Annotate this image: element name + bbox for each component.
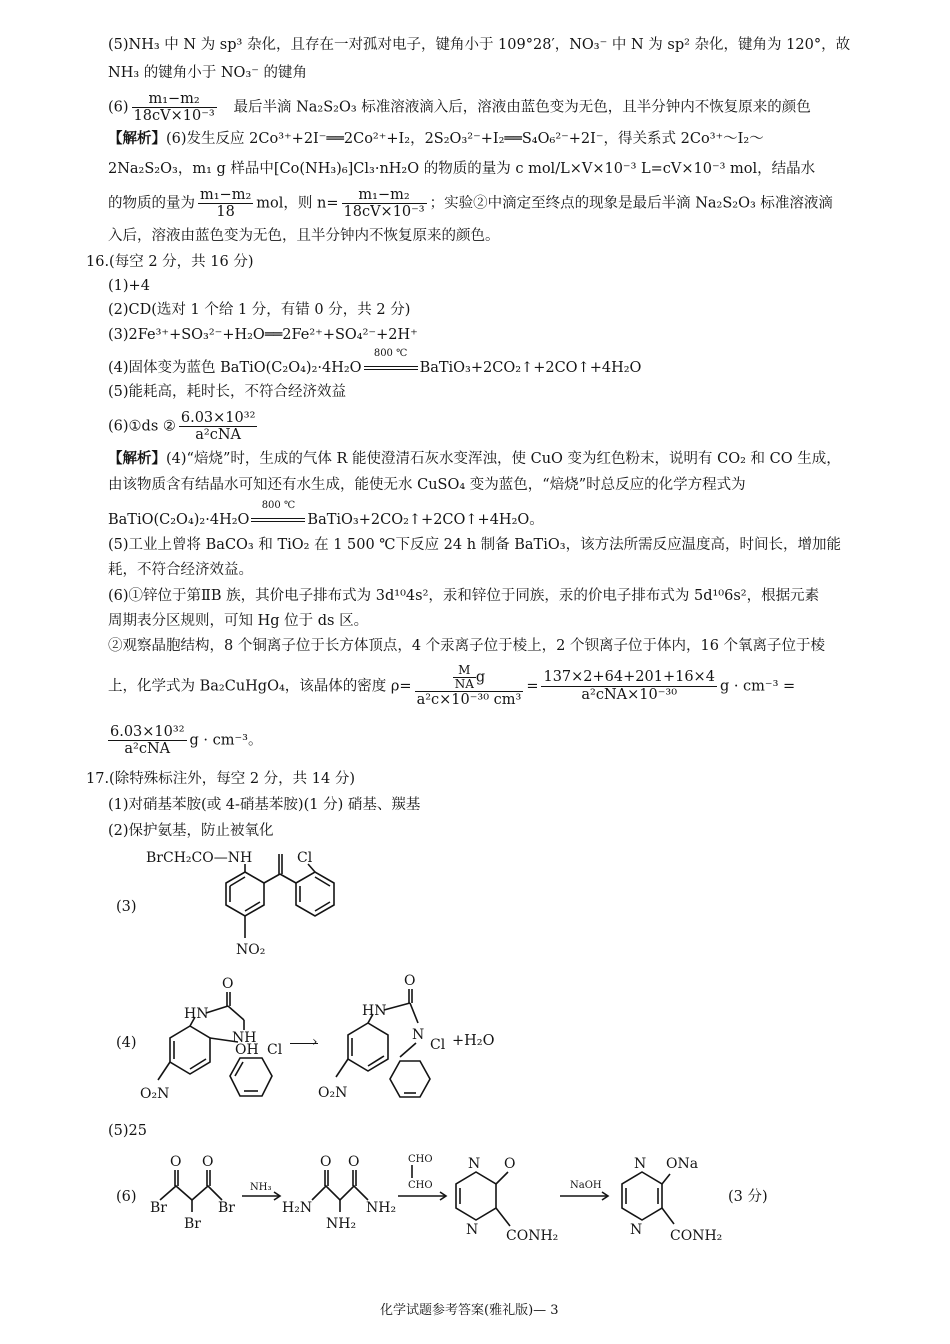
q17-answer-6-label: (6) xyxy=(116,1189,137,1205)
bond xyxy=(410,1003,418,1023)
analysis-text: (4)“焙烧”时，生成的气体 R 能使澄清石灰水变浑浊，使 CuO 变为红色粉末，说明有 CO₂ 和 CO 生成， xyxy=(166,451,841,467)
q15-answer-6-fraction xyxy=(132,91,217,124)
q15-answer-6-label: (6) xyxy=(108,99,129,116)
analysis-text: mol，则 n= xyxy=(256,195,339,212)
benzene-ring-a xyxy=(226,872,264,916)
ring-bond xyxy=(245,902,260,911)
q16-answer-1: (1)+4 xyxy=(108,278,150,294)
analysis-label: 【解析】 xyxy=(108,130,166,147)
q17-answer-1: (1)对硝基苯胺(或 4-硝基苯胺)(1 分) 硝基、羰基 xyxy=(108,797,421,813)
q15-analysis-line-4: 入后，溶液由蓝色变为无色，且半分钟内不恢复原来的颜色。 xyxy=(108,228,500,244)
amide-nh-label: HN xyxy=(362,1003,387,1019)
oxygen-label: O xyxy=(348,1154,360,1170)
analysis-fraction-2 xyxy=(342,187,427,220)
benzene-ring xyxy=(170,1026,210,1074)
q17-answer-5: (5)25 xyxy=(108,1123,147,1139)
fraction-numerator: 6.03×10³² xyxy=(110,724,185,740)
condition-label: 800 ℃ xyxy=(373,348,408,359)
fraction-denominator: 18 xyxy=(216,204,235,220)
reagent-label: CHO xyxy=(408,1154,433,1165)
ring-bond xyxy=(230,877,245,886)
analysis-text: (6)发生反应 2Co³⁺+2I⁻══2Co²⁺+I₂，2S₂O₃²⁻+I₂══S₄O₆²⁻+2I⁻，得关系式 2Co³⁺～I₂～ xyxy=(166,131,764,147)
bond xyxy=(228,1006,244,1020)
q16-answer-6 xyxy=(108,410,260,443)
synthesis-route xyxy=(146,1148,826,1248)
q16-answer-5: (5)能耗高，耗时长，不符合经济效益 xyxy=(108,384,347,400)
q16-analysis-line-3 xyxy=(108,500,544,528)
fraction-denominator: 18cV×10⁻³ xyxy=(133,108,215,124)
analysis-label: 【解析】 xyxy=(108,450,166,467)
page-footer: 化学试题参考答案(雅礼版)— 3 xyxy=(380,1303,559,1318)
bond xyxy=(662,1208,674,1224)
benzene-ring xyxy=(348,1023,388,1071)
water-product: +H₂O xyxy=(452,1033,495,1049)
sodium-oxide-label: ONa xyxy=(666,1156,699,1172)
q16-analysis-line-8: ②观察晶胞结构，8 个铜离子位于长方体顶点，4 个汞离子位于棱上，2 个钡离子位于体内，16 个氧离子位于棱 xyxy=(108,638,826,654)
amide-nh-label: HN xyxy=(184,1006,209,1022)
q16-answer-3: (3)2Fe³⁺+SO₃²⁻+H₂O══2Fe²⁺+SO₄²⁻+2H⁺ xyxy=(108,327,418,343)
analysis-text: ；实验②中滴定至终点的现象是最后半滴 Na₂S₂O₃ 标准溶液滴 xyxy=(429,195,833,212)
structure-3 xyxy=(140,846,340,966)
pyrazine-ring xyxy=(456,1172,496,1220)
bromine-label: Br xyxy=(150,1200,167,1216)
ring-bond xyxy=(368,1056,384,1066)
answer-text: (6)①ds ② xyxy=(108,418,176,435)
nitrogen-label: N xyxy=(634,1156,647,1172)
amine-label: NH₂ xyxy=(366,1200,397,1216)
fraction-numerator: 6.03×10³² xyxy=(180,410,256,426)
fraction-numerator: m₁−m₂ xyxy=(342,187,427,204)
hydroxyl-label: OH xyxy=(235,1042,259,1058)
analysis-fraction-1 xyxy=(198,187,253,220)
q15-answer-5-cont: NH₃ 的键角小于 NO₃⁻ 的键角 xyxy=(108,65,308,81)
q16-analysis-line-9 xyxy=(108,664,795,709)
q16-answer-4 xyxy=(108,348,642,376)
density-fraction-1 xyxy=(415,664,524,709)
analysis-text: g · cm⁻³ = xyxy=(719,678,796,695)
analysis-text: 上，化学式为 Ba₂CuHgO₄，该晶体的密度 ρ= xyxy=(108,678,412,695)
q16-analysis-line-4: (5)工业上曾将 BaCO₃ 和 TiO₂ 在 1 500 ℃下反应 24 h 制备 BaTiO₃，该方法所需反应温度高，时间长，增加能 xyxy=(108,537,842,553)
q15-answer-6-text: 最后半滴 Na₂S₂O₃ 标准溶液滴入后，溶液由蓝色变为无色，且半分钟内不恢复原来的颜色 xyxy=(233,99,811,116)
fraction-numerator: m₁−m₂ xyxy=(132,91,217,108)
chlorine-label: Cl xyxy=(297,850,313,866)
reaction-condition xyxy=(362,348,420,376)
imine-double-bond xyxy=(400,1043,416,1057)
nitro-label: NO₂ xyxy=(236,942,266,958)
fraction-numerator: m₁−m₂ xyxy=(200,187,252,203)
ring-bond xyxy=(315,902,330,911)
q17-heading: 17.(除特殊标注外，每空 2 分，共 14 分) xyxy=(86,771,355,787)
reagent-label: CHO xyxy=(408,1180,433,1191)
reagent-label: NaOH xyxy=(570,1180,602,1191)
oxygen-label: O xyxy=(222,976,234,992)
q16-analysis-line-1 xyxy=(108,452,841,467)
q17-answer-6-score: (3 分) xyxy=(728,1189,768,1205)
fraction-denominator: 18cV×10⁻³ xyxy=(343,204,425,220)
oxygen-label: O xyxy=(504,1156,516,1172)
q16-heading: 16.(每空 2 分，共 16 分) xyxy=(86,254,254,270)
fraction-denominator: a²cNA×10⁻³⁰ xyxy=(581,687,678,703)
carbonyl-bond xyxy=(280,874,296,883)
q16-analysis-line-10 xyxy=(108,724,262,757)
imine-n-label: N xyxy=(412,1027,425,1043)
bromine-label: Br xyxy=(218,1200,235,1216)
nitro-label: O₂N xyxy=(318,1085,348,1101)
analysis-text: BaTiO₃+2CO₂↑+2CO↑+4H₂O。 xyxy=(307,512,544,528)
q16-analysis-line-7: 周期表分区规则，可知 Hg 位于 ds 区。 xyxy=(108,613,369,629)
carbonyl-bond xyxy=(496,1172,508,1184)
fraction-denominator: a²cNA xyxy=(124,741,171,757)
amine-label: H₂N xyxy=(282,1200,313,1216)
nitrogen-label: N xyxy=(466,1222,479,1238)
reagent-label: NH₃ xyxy=(250,1182,272,1193)
acyl-amide-text: BrCH₂CO—NH xyxy=(146,850,253,866)
unit: g xyxy=(475,669,486,686)
amine-label: NH₂ xyxy=(326,1216,357,1232)
benzene-ring-b xyxy=(296,872,334,916)
carbon-chain xyxy=(160,1186,222,1200)
oxygen-label: O xyxy=(170,1154,182,1170)
arrow-head-icon: › xyxy=(312,1034,318,1050)
reaction-condition xyxy=(249,500,307,528)
carbonyl-bond xyxy=(264,874,280,883)
density-result-fraction xyxy=(108,724,187,757)
q16-analysis-line-2: 由该物质含有结晶水可知还有水生成，能使无水 CuSO₄ 变为蓝色，“焙烧”时总反应的化学方程式为 xyxy=(108,477,746,493)
nitro-label: O₂N xyxy=(140,1086,170,1102)
q16-analysis-line-5: 耗，不符合经济效益。 xyxy=(108,562,253,578)
nitrogen-label: N xyxy=(630,1222,643,1238)
chlorine-label: Cl xyxy=(267,1042,283,1058)
oxygen-label: O xyxy=(320,1154,332,1170)
amine-nh-label: NH xyxy=(232,1030,257,1046)
ring-bond xyxy=(315,877,330,886)
q17-answer-3-label: (3) xyxy=(116,899,137,915)
q15-analysis-line-3 xyxy=(108,187,833,220)
q17-answer-4-label: (4) xyxy=(116,1035,137,1051)
benzene-ring-b xyxy=(390,1061,430,1097)
q15-answer-6 xyxy=(108,91,811,124)
fraction-numerator: 137×2+64+201+16×4 xyxy=(543,669,715,685)
bond xyxy=(158,1062,170,1080)
ring-bond xyxy=(190,1059,206,1069)
analysis-text: BaTiO(C₂O₄)₂·4H₂O xyxy=(108,512,250,528)
q16-analysis-line-6: (6)①锌位于第ⅡB 族，其价电子排布式为 3d¹⁰4s²，汞和锌位于同族，汞的价电子排布式为 5d¹⁰6s²，根据元素 xyxy=(108,588,820,604)
amide-label: CONH₂ xyxy=(670,1228,723,1244)
oxygen-label: O xyxy=(202,1154,214,1170)
q15-answer-5: (5)NH₃ 中 N 为 sp³ 杂化，且存在一对孤对电子，键角小于 109°28′，NO₃⁻ 中 N 为 sp² 杂化，键角为 120°，故 xyxy=(108,37,851,53)
chlorine-label: Cl xyxy=(430,1037,446,1053)
fraction-numerator: M xyxy=(453,664,476,678)
answer-text: (4)固体变为蓝色 BaTiO(C₂O₄)₂·4H₂O xyxy=(108,360,362,376)
bromine-label: Br xyxy=(184,1216,201,1232)
bond xyxy=(384,1003,410,1010)
condition-label: 800 ℃ xyxy=(261,500,296,511)
pyrazine-ring xyxy=(622,1172,662,1220)
q15-analysis-line-1 xyxy=(108,132,764,147)
bond xyxy=(336,1059,348,1077)
fraction-denominator: NA xyxy=(454,677,474,691)
q16-answer-2: (2)CD(选对 1 个给 1 分，有错 0 分，共 2 分) xyxy=(108,302,411,318)
nitrogen-label: N xyxy=(468,1156,481,1172)
carbon-chain xyxy=(312,1186,368,1200)
analysis-text: g · cm⁻³。 xyxy=(189,732,263,749)
amide-label: CONH₂ xyxy=(506,1228,559,1244)
fraction-denominator: a²c×10⁻³⁰ cm³ xyxy=(416,692,522,708)
fraction-numerator xyxy=(415,664,524,692)
bond xyxy=(496,1208,510,1226)
answer-text: BaTiO₃+2CO₂↑+2CO↑+4H₂O xyxy=(419,360,642,376)
q15-analysis-line-2: 2Na₂S₂O₃，m₁ g 样品中[Co(NH₃)₆]Cl₃·nH₂O 的物质的量为 c mol/L×V×10⁻³ L=cV×10⁻³ mol，结晶水 xyxy=(108,161,816,177)
bond xyxy=(206,1006,228,1013)
bond xyxy=(662,1174,670,1184)
molar-mass-fraction xyxy=(453,664,476,691)
q17-answer-2: (2)保护氨基，防止被氧化 xyxy=(108,823,274,839)
answer-6-fraction xyxy=(179,410,258,443)
analysis-text: 的物质的量为 xyxy=(108,195,195,212)
oxygen-label: O xyxy=(404,973,416,989)
equals-sign: = xyxy=(526,678,539,695)
fraction-denominator: a²cNA xyxy=(195,427,241,443)
density-fraction-2 xyxy=(541,669,716,704)
